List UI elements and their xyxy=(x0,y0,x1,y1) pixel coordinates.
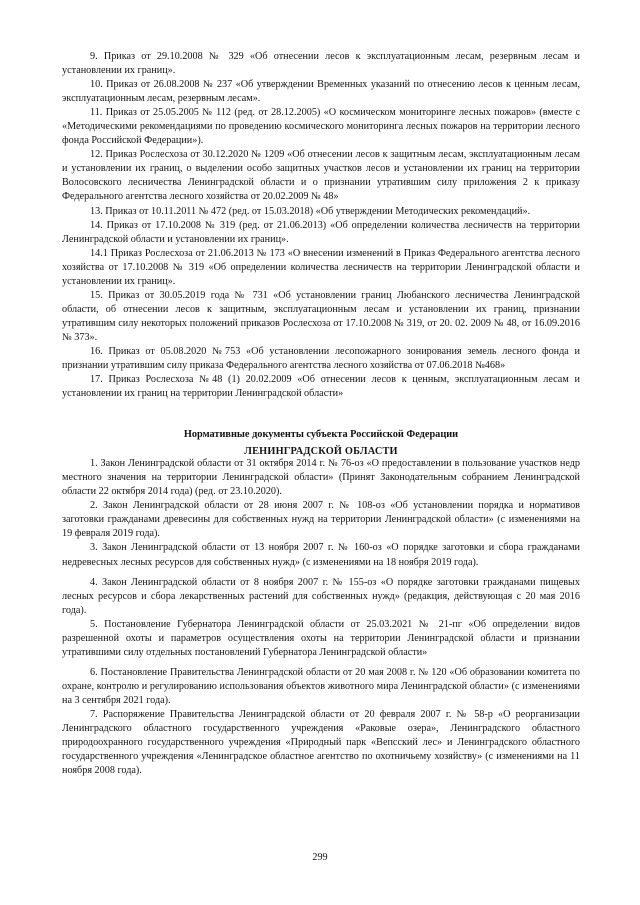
list-item-reg-6: 6. Постановление Правительства Ленинградской области от 20 мая 2008 г. № 120 «Об образовании комитета по охране, контролю и регулированию использования объектов животного мира Ленинградской области» (с изменениями на 3 сентября 2021 года). xyxy=(62,666,580,706)
list-item-reg-4: 4. Закон Ленинградской области от 8 ноября 2007 г. № 155-оз «О порядке заготовки гражданами пищевых лесных ресурсов и сбора лекарственных растений для собственных нужд» (редакция, действующая с 20 мая 2016 года). xyxy=(62,576,580,616)
section-title: Нормативные документы субъекта Российской Федерации xyxy=(183,429,459,441)
list-item-fed-12: 12. Приказ Рослесхоза от 30.12.2020 № 1209 «Об отнесении лесов к защитным лесам, эксплуатационным лесам и установлении их границ, о выделении особо защитных участков лесов и установлении их границ на территории Волосовского лесничества Ленинградской области и о признании утратившим силу приложения 2 к приказу Федерального агентства лесного хозяйства от 20.02.2009 № 48» xyxy=(62,149,580,203)
page-number: 299 xyxy=(312,852,328,863)
list-item-reg-7: 7. Распоряжение Правительства Ленинградской области от 20 февраля 2007 г. № 58-р «О реорганизации Ленинградского областного государственного учреждения «Раковые озера», Ленинградского областного природоохранного государственного учреждения «Природный парк «Вепсский лес» и Ленинградского областного государственного учреждения «Ленинградское областное агентство по охотничьему хозяйству» (с изменениями на 11 ноября 2008 года). xyxy=(62,708,580,777)
list-item-reg-1: 1. Закон Ленинградской области от 31 октября 2014 г. № 76-оз «О предоставлении в пользование участков недр местного значения на территории Ленинградской области» (Принят Законодательным собранием Ленинградской области 22 октября 2014 года) (ред. от 23.10.2020). xyxy=(62,458,580,498)
list-item-fed-14-1: 14.1 Приказ Рослесхоза от 21.06.2013 № 173 «О внесении изменений в Приказ Федерального агентства лесного хозяйства от 17.10.2008 № 319 «Об определении количества лесничеств на территории Ленинградской области и установлении их границ». xyxy=(62,247,580,287)
list-item-reg-2: 2. Закон Ленинградской области от 28 июня 2007 г. № 108-оз «Об установлении порядка и нормативов заготовки гражданами древесины для собственных нужд на территории Ленинградской области» (с изменениями на 19 февраля 2019 года). xyxy=(62,500,580,540)
list-item-fed-11: 11. Приказ от 25.05.2005 № 112 (ред. от 28.12.2005) «О космическом мониторинге лесных пожаров» (вместе с «Методическими рекомендациями по проведению космического мониторинга лесных пожаров на территории лесного фонда Российской Федерации»). xyxy=(62,107,580,147)
list-item-fed-14: 14. Приказ от 17.10.2008 № 319 (ред. от 21.06.2013) «Об определении количества лесничеств на территории Ленинградской области и установлении их границ». xyxy=(62,219,580,245)
document-page xyxy=(62,50,580,778)
list-item-reg-5: 5. Постановление Губернатора Ленинградской области от 25.03.2021 № 21-пг «Об определении видов разрешенной охоты и параметров осуществления охоты на территории Ленинградской области и признании утратившими силу отдельных постановлений Губернатора Ленинградской области» xyxy=(62,618,580,658)
list-item-fed-17: 17. Приказ Рослесхоза №48 (1) 20.02.2009 «Об отнесении лесов к ценным, эксплуатационным лесам и установлении их границ на территории Ленинградской области» xyxy=(62,374,580,400)
list-item-reg-3: 3. Закон Ленинградской области от 13 ноября 2007 г. № 160-оз «О порядке заготовки и сбора гражданами недревесных лесных ресурсов для собственных нужд» (с изменениями на 18 ноября 2019 года). xyxy=(62,542,580,568)
region-title: ЛЕНИНГРАДСКОЙ ОБЛАСТИ xyxy=(244,446,398,458)
list-item-fed-10: 10. Приказ от 26.08.2008 № 237 «Об утверждении Временных указаний по отнесению лесов к ценным лесам, эксплуатационным лесам, резервным лесам». xyxy=(62,79,580,105)
list-item-fed-9: 9. Приказ от 29.10.2008 № 329 «Об отнесении лесов к эксплуатационным лесам, резервным лесам и установлении их границ». xyxy=(62,51,580,77)
list-item-fed-13: 13. Приказ от 10.11.2011 № 472 (ред. от 15.03.2018) «Об утверждении Методических рекомендаций». xyxy=(90,205,531,217)
list-item-fed-15: 15. Приказ от 30.05.2019 года № 731 «Об установлении границ Любанского лесничества Ленинградской области, об отнесении лесов к защитным, эксплуатационным лесам и установлении их границ, признании утратившим силу некоторых положений приказов Рослесхоза от 17.10.2008 № 319, от 20. 02. 2009 № 48, от 16.09.2016 № 373». xyxy=(62,289,580,343)
list-item-fed-16: 16. Приказ от 05.08.2020 №753 «Об установлении лесопожарного зонирования земель лесного фонда и признании утратившим силу приказа Федерального агентства лесного хозяйства от 07.06.2018 №468» xyxy=(62,345,580,372)
